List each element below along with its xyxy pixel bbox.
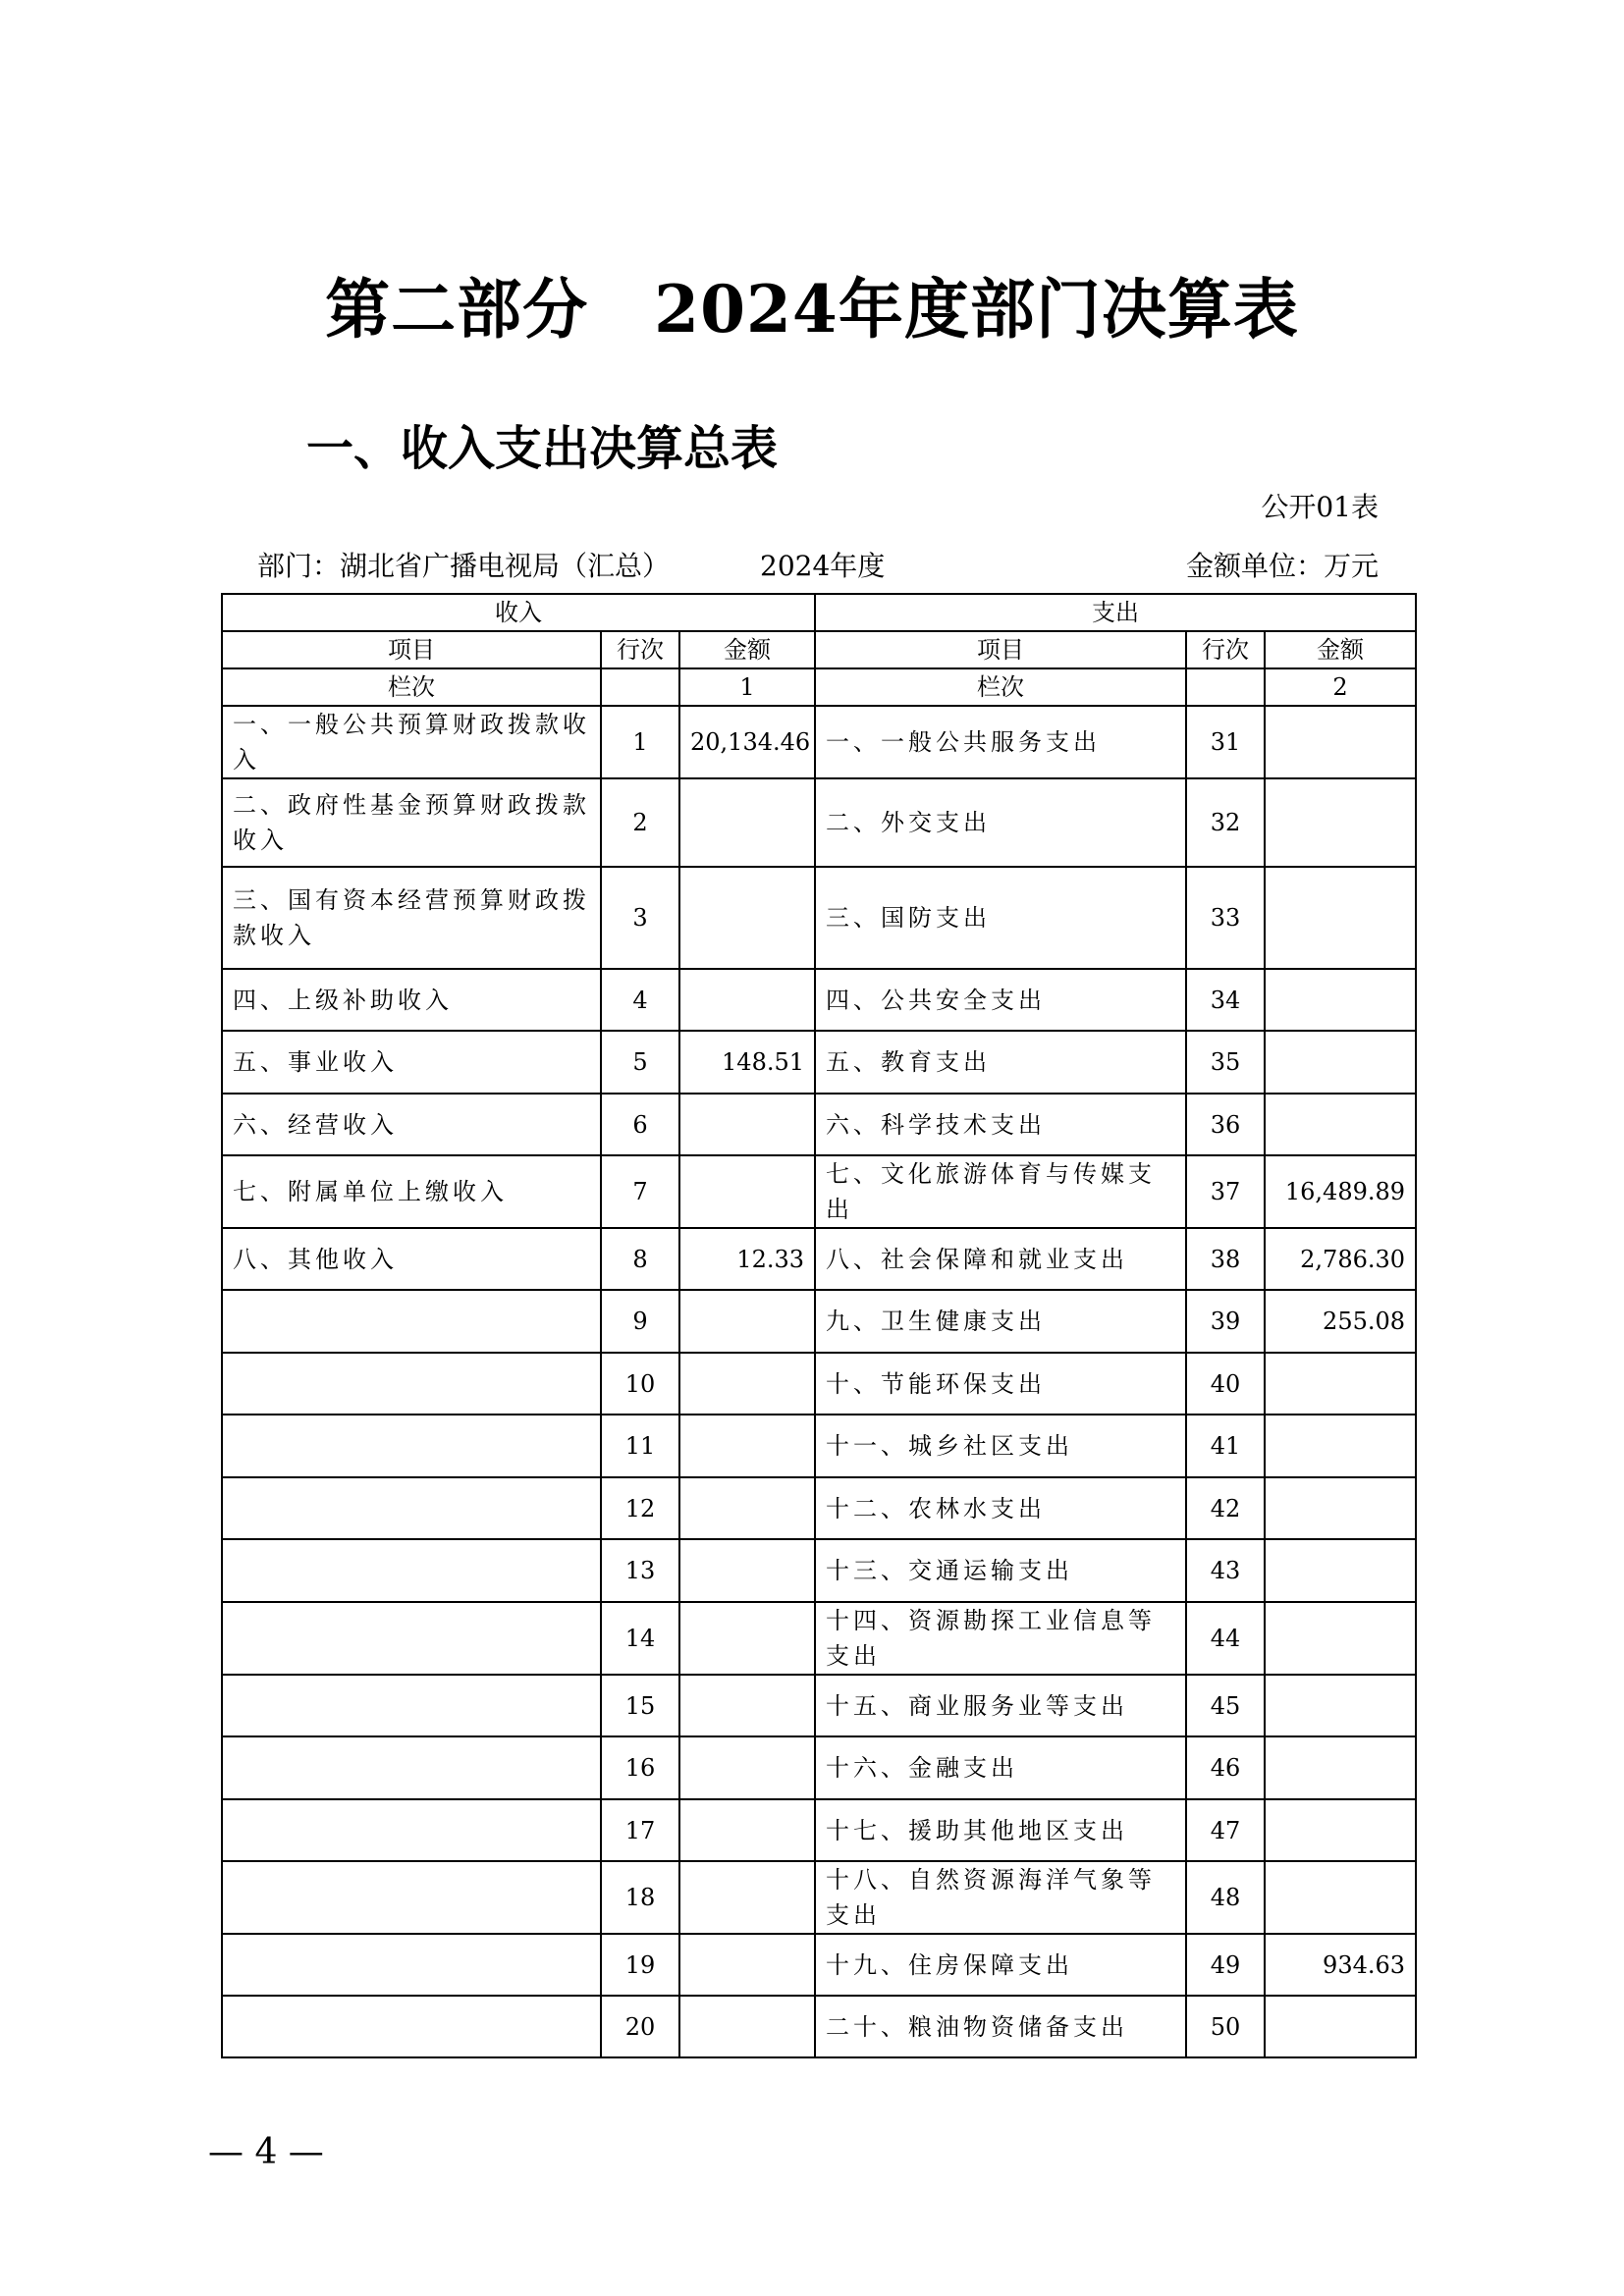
income-header: 收入 xyxy=(222,594,815,631)
income-item: 六、经营收入 xyxy=(222,1094,601,1155)
expense-line-number: 40 xyxy=(1186,1353,1265,1415)
section-title: 一、收入支出决算总表 xyxy=(306,421,779,476)
table-row xyxy=(222,706,1416,778)
income-line-number: 5 xyxy=(601,1031,679,1094)
expense-item: 十四、资源勘探工业信息等支出 xyxy=(815,1602,1186,1675)
income-item xyxy=(222,1996,601,2057)
expense-line-number: 35 xyxy=(1186,1031,1265,1094)
document-title: 第二部分 2024年度部门决算表 xyxy=(325,271,1299,347)
expense-amount xyxy=(1265,1415,1416,1477)
income-item xyxy=(222,1290,601,1353)
expense-amount xyxy=(1265,867,1416,969)
expense-item: 五、教育支出 xyxy=(815,1031,1186,1094)
income-line-number: 16 xyxy=(601,1736,679,1799)
income-expense-table xyxy=(221,593,1417,2058)
expense-line-number: 49 xyxy=(1186,1934,1265,1996)
income-amount xyxy=(679,1675,815,1736)
table-row xyxy=(222,1675,1416,1736)
income-amount xyxy=(679,1094,815,1155)
expense-amount xyxy=(1265,1602,1416,1675)
expense-item: 七、文化旅游体育与传媒支出 xyxy=(815,1155,1186,1228)
table-row xyxy=(222,1934,1416,1996)
expense-amount xyxy=(1265,1736,1416,1799)
income-line-number: 1 xyxy=(601,706,679,778)
income-line-number: 20 xyxy=(601,1996,679,2057)
income-line-number: 7 xyxy=(601,1155,679,1228)
income-amount: 148.51 xyxy=(679,1031,815,1094)
income-line-header: 行次 xyxy=(601,631,679,668)
income-amount: 20,134.46 xyxy=(679,706,815,778)
expense-item: 十、节能环保支出 xyxy=(815,1353,1186,1415)
table-row xyxy=(222,1290,1416,1353)
income-column-label: 栏次 xyxy=(222,668,601,706)
expense-item-header: 项目 xyxy=(815,631,1186,668)
expense-line-number: 41 xyxy=(1186,1415,1265,1477)
income-line-number: 19 xyxy=(601,1934,679,1996)
table-row xyxy=(222,1094,1416,1155)
table-row xyxy=(222,969,1416,1031)
expense-line-number: 48 xyxy=(1186,1861,1265,1934)
expense-item: 十三、交通运输支出 xyxy=(815,1539,1186,1602)
table-number: 公开01表 xyxy=(1261,491,1379,523)
expense-line-number: 46 xyxy=(1186,1736,1265,1799)
income-line-number: 3 xyxy=(601,867,679,969)
income-item xyxy=(222,1675,601,1736)
header-row-columns xyxy=(222,631,1416,668)
expense-amount xyxy=(1265,1861,1416,1934)
expense-item: 三、国防支出 xyxy=(815,867,1186,969)
expense-line-number: 44 xyxy=(1186,1602,1265,1675)
income-column-blank xyxy=(601,668,679,706)
expense-item: 十六、金融支出 xyxy=(815,1736,1186,1799)
header-row-column-numbers xyxy=(222,668,1416,706)
expense-amount xyxy=(1265,1094,1416,1155)
expense-column-number: 2 xyxy=(1265,668,1416,706)
header-row-sections xyxy=(222,594,1416,631)
income-line-number: 15 xyxy=(601,1675,679,1736)
income-line-number: 8 xyxy=(601,1228,679,1290)
table-row xyxy=(222,1415,1416,1477)
expense-amount xyxy=(1265,1477,1416,1539)
page-number: — 4 — xyxy=(208,2132,324,2172)
expense-amount xyxy=(1265,1799,1416,1861)
expense-item: 十八、自然资源海洋气象等支出 xyxy=(815,1861,1186,1934)
year-label: 2024年度 xyxy=(760,550,886,582)
expense-amount xyxy=(1265,1031,1416,1094)
income-line-number: 13 xyxy=(601,1539,679,1602)
table-row xyxy=(222,1539,1416,1602)
expense-line-number: 47 xyxy=(1186,1799,1265,1861)
expense-amount xyxy=(1265,778,1416,867)
income-amount xyxy=(679,1353,815,1415)
expense-item: 十七、援助其他地区支出 xyxy=(815,1799,1186,1861)
income-item: 四、上级补助收入 xyxy=(222,969,601,1031)
table-row xyxy=(222,1477,1416,1539)
income-line-number: 12 xyxy=(601,1477,679,1539)
expense-line-number: 36 xyxy=(1186,1094,1265,1155)
income-item xyxy=(222,1861,601,1934)
income-line-number: 17 xyxy=(601,1799,679,1861)
table-row xyxy=(222,1996,1416,2057)
income-item xyxy=(222,1415,601,1477)
expense-line-number: 50 xyxy=(1186,1996,1265,2057)
income-item xyxy=(222,1934,601,1996)
income-item: 七、附属单位上缴收入 xyxy=(222,1155,601,1228)
expense-line-number: 33 xyxy=(1186,867,1265,969)
income-amount xyxy=(679,1996,815,2057)
income-item: 五、事业收入 xyxy=(222,1031,601,1094)
income-amount xyxy=(679,1539,815,1602)
table-row xyxy=(222,1353,1416,1415)
table-row xyxy=(222,1031,1416,1094)
income-item xyxy=(222,1539,601,1602)
expense-amount xyxy=(1265,1996,1416,2057)
income-line-number: 18 xyxy=(601,1861,679,1934)
expense-item: 六、科学技术支出 xyxy=(815,1094,1186,1155)
income-amount xyxy=(679,778,815,867)
income-item-header: 项目 xyxy=(222,631,601,668)
income-line-number: 10 xyxy=(601,1353,679,1415)
income-line-number: 4 xyxy=(601,969,679,1031)
expense-amount-header: 金额 xyxy=(1265,631,1416,668)
income-amount-header: 金额 xyxy=(679,631,815,668)
expense-line-number: 37 xyxy=(1186,1155,1265,1228)
expense-item: 二十、粮油物资储备支出 xyxy=(815,1996,1186,2057)
expense-item: 一、一般公共服务支出 xyxy=(815,706,1186,778)
expense-line-number: 31 xyxy=(1186,706,1265,778)
income-item: 二、政府性基金预算财政拨款收入 xyxy=(222,778,601,867)
income-amount xyxy=(679,969,815,1031)
income-item xyxy=(222,1736,601,1799)
income-item xyxy=(222,1477,601,1539)
expense-line-number: 32 xyxy=(1186,778,1265,867)
expense-item: 九、卫生健康支出 xyxy=(815,1290,1186,1353)
income-amount xyxy=(679,1934,815,1996)
income-item: 三、国有资本经营预算财政拨款收入 xyxy=(222,867,601,969)
expense-column-blank xyxy=(1186,668,1265,706)
expense-amount xyxy=(1265,1675,1416,1736)
unit-label: 金额单位：万元 xyxy=(1185,550,1379,582)
income-amount xyxy=(679,867,815,969)
expense-line-number: 39 xyxy=(1186,1290,1265,1353)
expense-amount: 255.08 xyxy=(1265,1290,1416,1353)
expense-line-number: 34 xyxy=(1186,969,1265,1031)
income-amount xyxy=(679,1155,815,1228)
table-row xyxy=(222,1799,1416,1861)
expense-header: 支出 xyxy=(815,594,1416,631)
table-row xyxy=(222,1602,1416,1675)
income-amount xyxy=(679,1799,815,1861)
income-column-number: 1 xyxy=(679,668,815,706)
expense-item: 二、外交支出 xyxy=(815,778,1186,867)
table-row xyxy=(222,867,1416,969)
income-line-number: 14 xyxy=(601,1602,679,1675)
income-item xyxy=(222,1602,601,1675)
expense-line-header: 行次 xyxy=(1186,631,1265,668)
table-row xyxy=(222,1155,1416,1228)
table-row xyxy=(222,1228,1416,1290)
expense-line-number: 45 xyxy=(1186,1675,1265,1736)
income-item: 八、其他收入 xyxy=(222,1228,601,1290)
income-amount xyxy=(679,1415,815,1477)
income-amount xyxy=(679,1477,815,1539)
income-line-number: 11 xyxy=(601,1415,679,1477)
income-item: 一、一般公共预算财政拨款收入 xyxy=(222,706,601,778)
income-amount xyxy=(679,1736,815,1799)
expense-item: 十二、农林水支出 xyxy=(815,1477,1186,1539)
table-row xyxy=(222,1736,1416,1799)
expense-line-number: 42 xyxy=(1186,1477,1265,1539)
income-amount: 12.33 xyxy=(679,1228,815,1290)
income-line-number: 6 xyxy=(601,1094,679,1155)
expense-column-label: 栏次 xyxy=(815,668,1186,706)
expense-amount xyxy=(1265,706,1416,778)
expense-amount xyxy=(1265,969,1416,1031)
expense-amount: 2,786.30 xyxy=(1265,1228,1416,1290)
expense-item: 四、公共安全支出 xyxy=(815,969,1186,1031)
income-item xyxy=(222,1353,601,1415)
expense-amount: 16,489.89 xyxy=(1265,1155,1416,1228)
expense-amount xyxy=(1265,1353,1416,1415)
department-label: 部门：湖北省广播电视局（汇总） xyxy=(257,550,671,582)
income-amount xyxy=(679,1290,815,1353)
income-amount xyxy=(679,1861,815,1934)
table-row xyxy=(222,1861,1416,1934)
table-row xyxy=(222,778,1416,867)
expense-amount xyxy=(1265,1539,1416,1602)
expense-line-number: 43 xyxy=(1186,1539,1265,1602)
income-line-number: 9 xyxy=(601,1290,679,1353)
expense-item: 十九、住房保障支出 xyxy=(815,1934,1186,1996)
income-amount xyxy=(679,1602,815,1675)
expense-amount: 934.63 xyxy=(1265,1934,1416,1996)
expense-item: 十一、城乡社区支出 xyxy=(815,1415,1186,1477)
expense-item: 十五、商业服务业等支出 xyxy=(815,1675,1186,1736)
expense-line-number: 38 xyxy=(1186,1228,1265,1290)
income-line-number: 2 xyxy=(601,778,679,867)
income-item xyxy=(222,1799,601,1861)
expense-item: 八、社会保障和就业支出 xyxy=(815,1228,1186,1290)
